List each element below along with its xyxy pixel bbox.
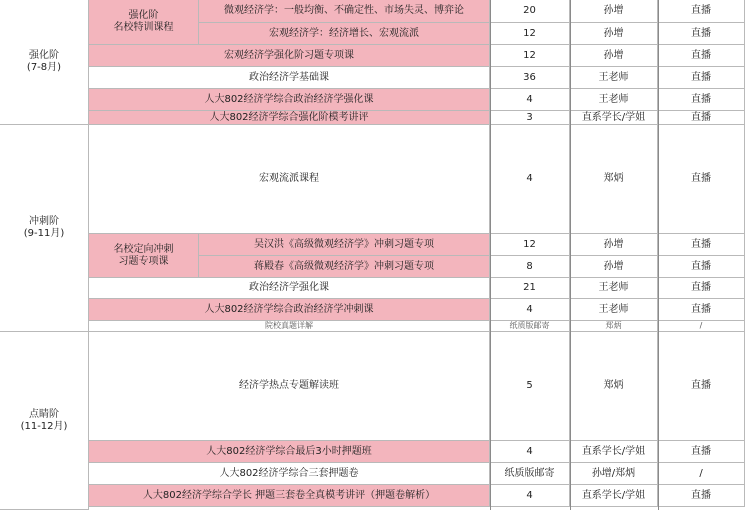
group-label: 名校定向冲刺: [113, 243, 174, 255]
course-cell: 人大802经济学综合三套押题卷: [89, 463, 490, 485]
teacher-cell: 直系学长/学姐: [570, 441, 658, 463]
teacher-cell: 孙增/郑炳: [570, 463, 658, 485]
teacher-cell: 郑炳: [570, 332, 658, 441]
teacher-cell: 孙增: [570, 45, 658, 67]
hours-cell: 纸质版邮寄: [490, 463, 570, 485]
mode-cell: 直播: [658, 125, 745, 234]
course-cell: 蒋殿春《高级微观经济学》冲刺习题专项: [199, 256, 490, 278]
hours-cell: 8: [490, 256, 570, 278]
group-sprint-targeted: [89, 234, 199, 278]
column-divider: [490, 0, 491, 510]
teacher-cell: 直系学长/学姐: [570, 111, 658, 125]
group-label: 习题专项课: [118, 255, 169, 267]
group-strengthen-special: [89, 0, 199, 45]
column-divider: [570, 0, 571, 510]
course-cell: 宏观经济学强化阶习题专项课: [89, 45, 490, 67]
hours-cell: 4: [490, 299, 570, 321]
mode-cell: 直播: [658, 441, 745, 463]
mode-cell: 直播: [658, 67, 745, 89]
mode-cell: 直播: [658, 45, 745, 67]
mode-cell: 直播: [658, 234, 745, 256]
mode-cell: 直播: [658, 0, 745, 23]
hours-cell: 4: [490, 441, 570, 463]
hours-cell: 4: [490, 485, 570, 507]
mode-cell: 直播: [658, 23, 745, 45]
mode-cell: 直播: [658, 278, 745, 299]
group-label: 名校特训课程: [113, 22, 174, 33]
teacher-cell: 郑炳: [570, 125, 658, 234]
hours-cell: 12: [490, 23, 570, 45]
teacher-cell: 孙增: [570, 234, 658, 256]
teacher-cell: 王老师: [570, 67, 658, 89]
hours-cell: 纸质版邮寄: [490, 321, 570, 332]
teacher-cell: 王老师: [570, 299, 658, 321]
phase-strengthen: [0, 0, 89, 125]
hours-cell: 4: [490, 125, 570, 234]
mode-cell: 直播: [658, 299, 745, 321]
phase-final: [0, 332, 89, 510]
course-cell: 政治经济学强化课: [89, 278, 490, 299]
teacher-cell: 孙增: [570, 256, 658, 278]
mode-cell: 直播: [658, 111, 745, 125]
phase-sprint: [0, 125, 89, 332]
teacher-cell: 直系学长/学姐: [570, 485, 658, 507]
hours-cell: 3: [490, 111, 570, 125]
course-cell: 人大802经济学综合最后3小时押题班: [89, 441, 490, 463]
hours-cell: 5: [490, 332, 570, 441]
course-cell: 人大802经济学综合强化阶模考讲评: [89, 111, 490, 125]
teacher-cell: 郑炳: [570, 321, 658, 332]
column-divider: [658, 0, 659, 510]
course-cell: 经济学热点专题解读班: [89, 332, 490, 441]
phase-months: (9-11月): [23, 228, 65, 239]
teacher-cell: 王老师: [570, 278, 658, 299]
course-cell: 人大802经济学综合政治经济学冲刺课: [89, 299, 490, 321]
hours-cell: 21: [490, 278, 570, 299]
phase-months: (7-8月): [26, 62, 62, 73]
teacher-cell: 孙增: [570, 0, 658, 23]
mode-cell: /: [658, 321, 745, 332]
mode-cell: 直播: [658, 89, 745, 111]
hours-cell: 12: [490, 234, 570, 256]
phase-months: (11-12月): [20, 420, 68, 432]
phase-label: 点睛阶: [29, 408, 59, 420]
course-cell: 宏观流派课程: [89, 125, 490, 234]
mode-cell: 直播: [658, 332, 745, 441]
phase-label: 冲刺阶: [29, 216, 59, 227]
course-cell: 院校真题详解: [89, 321, 490, 332]
course-cell: 吴汉洪《高级微观经济学》冲刺习题专项: [199, 234, 490, 256]
hours-cell: 12: [490, 45, 570, 67]
mode-cell: 直播: [658, 485, 745, 507]
teacher-cell: 王老师: [570, 89, 658, 111]
course-cell: 人大802经济学综合学长 押题三套卷全真模考讲评（押题卷解析）: [89, 485, 490, 507]
mode-cell: 直播: [658, 256, 745, 278]
group-label: 强化阶: [128, 10, 159, 21]
phase-label: 强化阶: [29, 50, 59, 61]
hours-cell: 36: [490, 67, 570, 89]
course-cell: 政治经济学基础课: [89, 67, 490, 89]
mode-cell: /: [658, 463, 745, 485]
course-cell: 宏观经济学：经济增长、宏观流派: [199, 23, 490, 45]
hours-cell: 20: [490, 0, 570, 23]
hours-cell: 4: [490, 89, 570, 111]
course-cell: 微观经济学：一般均衡、不确定性、市场失灵、博弈论: [199, 0, 490, 23]
teacher-cell: 孙增: [570, 23, 658, 45]
course-cell: 人大802经济学综合政治经济学强化课: [89, 89, 490, 111]
